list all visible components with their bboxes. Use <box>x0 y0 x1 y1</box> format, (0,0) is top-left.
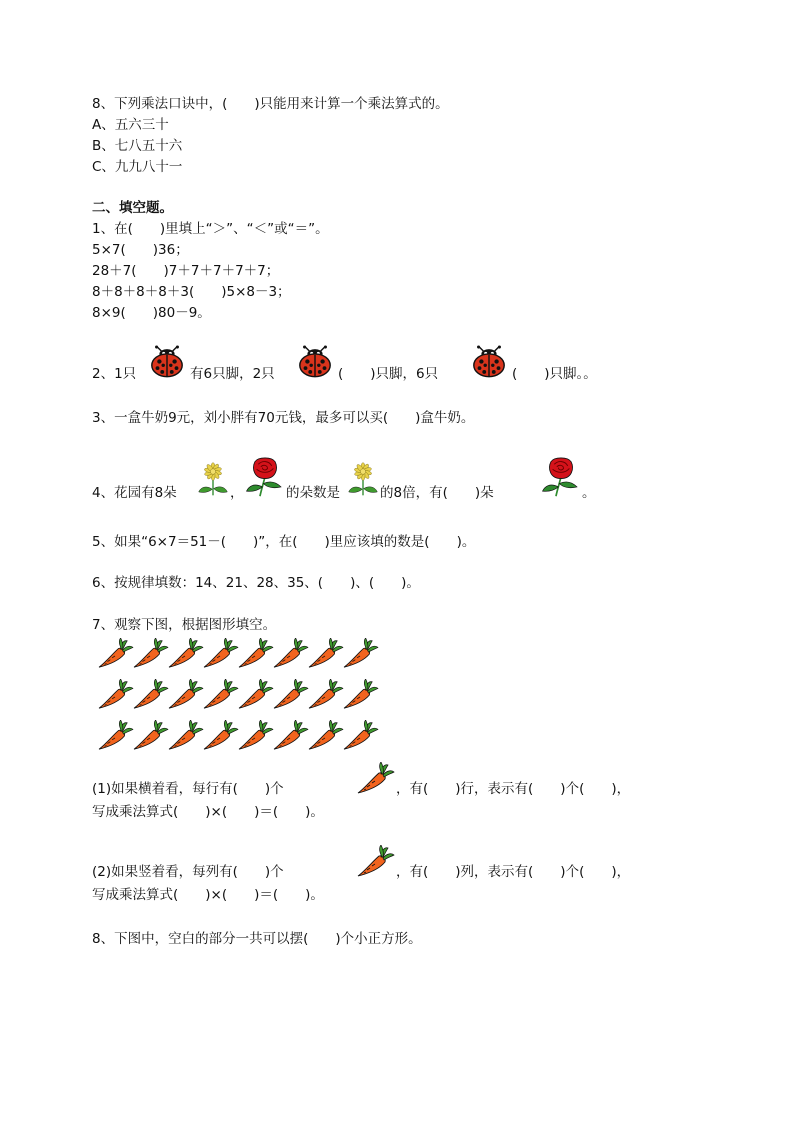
carrot-icon <box>271 720 309 752</box>
q5: 5、如果“6×7＝51－( )”，在( )里应该填的数是( )。 <box>92 534 476 550</box>
q1-line-1: 5×7( )36； <box>92 242 189 258</box>
carrot-icon <box>306 679 344 711</box>
q7-part1-c: 写成乘法算式( )×( )＝( )。 <box>92 804 324 820</box>
ladybug-icon <box>470 345 508 378</box>
carrot-icon <box>236 638 274 670</box>
carrot-icon <box>96 638 134 670</box>
carrot-icon <box>271 638 309 670</box>
q4-text-1: 4、花园有8朵 <box>92 485 177 501</box>
q8-question: 8、下列乘法口诀中，( )只能用来计算一个乘法算式的。 <box>92 96 449 112</box>
q7-part1-a: (1)如果横着看，每行有( )个 <box>92 781 284 797</box>
carrot-icon <box>201 720 239 752</box>
carrot-icon <box>131 679 169 711</box>
q7-part2-a: (2)如果竖着看，每列有( )个 <box>92 864 284 880</box>
q3: 3、一盒牛奶9元，刘小胖有70元钱，最多可以买( )盒牛奶。 <box>92 410 475 426</box>
carrot-icon <box>131 720 169 752</box>
carrot-icon <box>341 720 379 752</box>
q7-part1-b: ，有( )行，表示有( )个( )， <box>396 781 631 797</box>
carrot-grid <box>96 638 386 758</box>
q8-option-c: C、九九八十一 <box>92 159 183 175</box>
q1-intro: 1、在( )里填上“＞”、“＜”或“＝”。 <box>92 221 329 237</box>
carrot-icon <box>306 638 344 670</box>
q4-text-5: 。 <box>582 485 596 501</box>
carrot-icon <box>355 762 395 796</box>
carrot-icon <box>96 679 134 711</box>
chrysanthemum-icon <box>196 456 230 502</box>
q6: 6、按规律填数：14、21、28、35、( )、( )。 <box>92 575 420 591</box>
q7-part2-c: 写成乘法算式( )×( )＝( )。 <box>92 887 324 903</box>
rose-icon <box>540 452 582 500</box>
q8-option-b: B、七八五十六 <box>92 138 183 154</box>
q2-text-3: ( )只脚，6只 <box>338 366 439 382</box>
q1-line-3: 8＋8＋8＋8＋3( )5×8－3； <box>92 284 291 300</box>
carrot-icon <box>236 720 274 752</box>
q4-text-4: 的8倍，有( )朵 <box>380 485 494 501</box>
q7-intro: 7、观察下图，根据图形填空。 <box>92 617 277 633</box>
carrot-icon <box>131 638 169 670</box>
q7-part2-b: ，有( )列，表示有( )个( )， <box>396 864 631 880</box>
q1-line-4: 8×9( )80－9。 <box>92 305 211 321</box>
q8-fill: 8、下图中，空白的部分一共可以摆( )个小正方形。 <box>92 931 422 947</box>
carrot-icon <box>341 638 379 670</box>
carrot-icon <box>306 720 344 752</box>
carrot-icon <box>201 679 239 711</box>
q8-option-a: A、五六三十 <box>92 117 169 133</box>
ladybug-icon <box>296 345 334 378</box>
rose-icon <box>244 452 286 500</box>
q2-text-4: ( )只脚。。 <box>512 366 597 382</box>
carrot-icon <box>166 638 204 670</box>
q2-text-2: 有6只脚，2只 <box>190 366 275 382</box>
carrot-icon <box>166 679 204 711</box>
chrysanthemum-icon <box>346 456 380 502</box>
q4-text-2: ， <box>230 485 244 501</box>
q2-text-1: 2、1只 <box>92 366 137 382</box>
carrot-icon <box>355 845 395 879</box>
ladybug-icon <box>148 345 186 378</box>
q4-text-3: 的朵数是 <box>286 485 340 501</box>
carrot-icon <box>236 679 274 711</box>
carrot-icon <box>201 638 239 670</box>
section-heading: 二、填空题。 <box>92 200 173 216</box>
carrot-icon <box>166 720 204 752</box>
carrot-icon <box>96 720 134 752</box>
carrot-icon <box>341 679 379 711</box>
carrot-icon <box>271 679 309 711</box>
q1-line-2: 28＋7( )7＋7＋7＋7＋7； <box>92 263 280 279</box>
